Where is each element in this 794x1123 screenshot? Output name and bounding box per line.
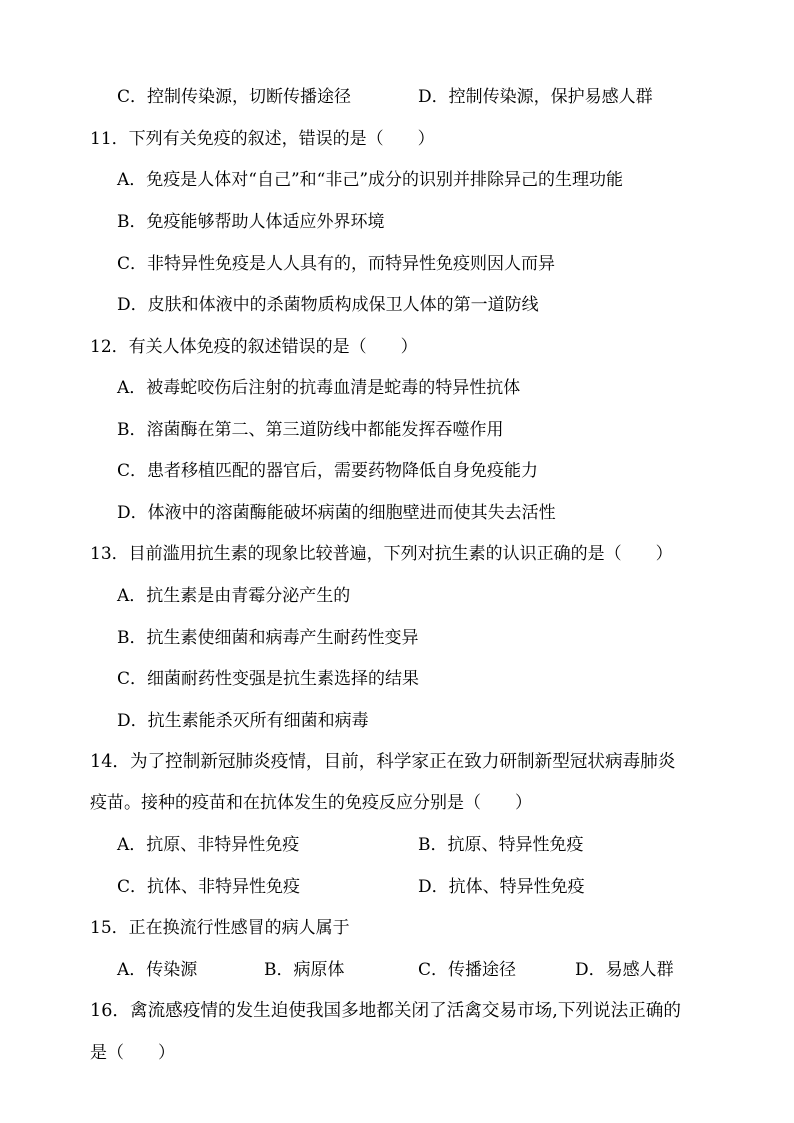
q14-options-row1: [0, 834, 794, 856]
q15-stem: 15．正在换流行性感冒的病人属于: [90, 918, 350, 938]
q12-stem: 12．有关人体免疫的叙述错误的是（ ）: [90, 337, 418, 357]
q14-option-b: B．抗原、特异性免疫: [418, 835, 584, 855]
q13-option-b: B．抗生素使细菌和病毒产生耐药性变异: [117, 628, 419, 648]
q15-options-row: [0, 959, 794, 981]
q15-option-b: B．病原体: [264, 960, 345, 980]
q12-option-d: D．体液中的溶菌酶能破坏病菌的细胞壁进而使其失去活性: [117, 503, 556, 523]
q16-stem-line1: 16．禽流感疫情的发生迫使我国多地都关闭了活禽交易市场,下列说法正确的: [90, 1001, 681, 1021]
q15-option-a: A．传染源: [117, 960, 198, 980]
q15-option-c: C．传播途径: [418, 960, 517, 980]
q13-option-d: D．抗生素能杀灭所有细菌和病毒: [117, 711, 369, 731]
q10-option-c: C．控制传染源，切断传播途径: [117, 87, 352, 107]
q16-stem-line2: 是（ ）: [90, 1043, 175, 1063]
q13-stem: 13．目前滥用抗生素的现象比较普遍，下列对抗生素的认识正确的是（ ）: [90, 544, 673, 564]
q14-stem-line1: 14．为了控制新冠肺炎疫情，目前，科学家正在致力研制新型冠状病毒肺炎: [90, 752, 676, 772]
q12-option-b: B．溶菌酶在第二、第三道防线中都能发挥吞噬作用: [117, 420, 504, 440]
q10-option-d: D．控制传染源，保护易感人群: [418, 87, 653, 107]
q14-stem-line2: 疫苗。接种的疫苗和在抗体发生的免疫反应分别是（ ）: [90, 793, 532, 813]
q11-option-d: D．皮肤和体液中的杀菌物质构成保卫人体的第一道防线: [117, 295, 539, 315]
q13-option-a: A．抗生素是由青霉分泌产生的: [117, 586, 351, 606]
q11-stem: 11．下列有关免疫的叙述，错误的是（ ）: [90, 129, 435, 149]
q14-option-a: A．抗原、非特异性免疫: [117, 835, 300, 855]
q11-option-b: B．免疫能够帮助人体适应外界环境: [117, 212, 385, 232]
q13-option-c: C．细菌耐药性变强是抗生素选择的结果: [117, 669, 420, 689]
q14-option-d: D．抗体、特异性免疫: [418, 877, 585, 897]
q12-option-a: A．被毒蛇咬伤后注射的抗毒血清是蛇毒的特异性抗体: [117, 378, 521, 398]
q10-options-row: [0, 86, 794, 108]
q11-option-a: A．免疫是人体对“自己”和“非己”成分的识别并排除异己的生理功能: [117, 170, 624, 190]
q14-option-c: C．抗体、非特异性免疫: [117, 877, 301, 897]
q15-option-d: D．易感人群: [575, 960, 674, 980]
q12-option-c: C．患者移植匹配的器官后，需要药物降低自身免疫能力: [117, 461, 539, 481]
q11-option-c: C．非特异性免疫是人人具有的，而特异性免疫则因人而异: [117, 254, 556, 274]
q14-options-row2: [0, 876, 794, 898]
